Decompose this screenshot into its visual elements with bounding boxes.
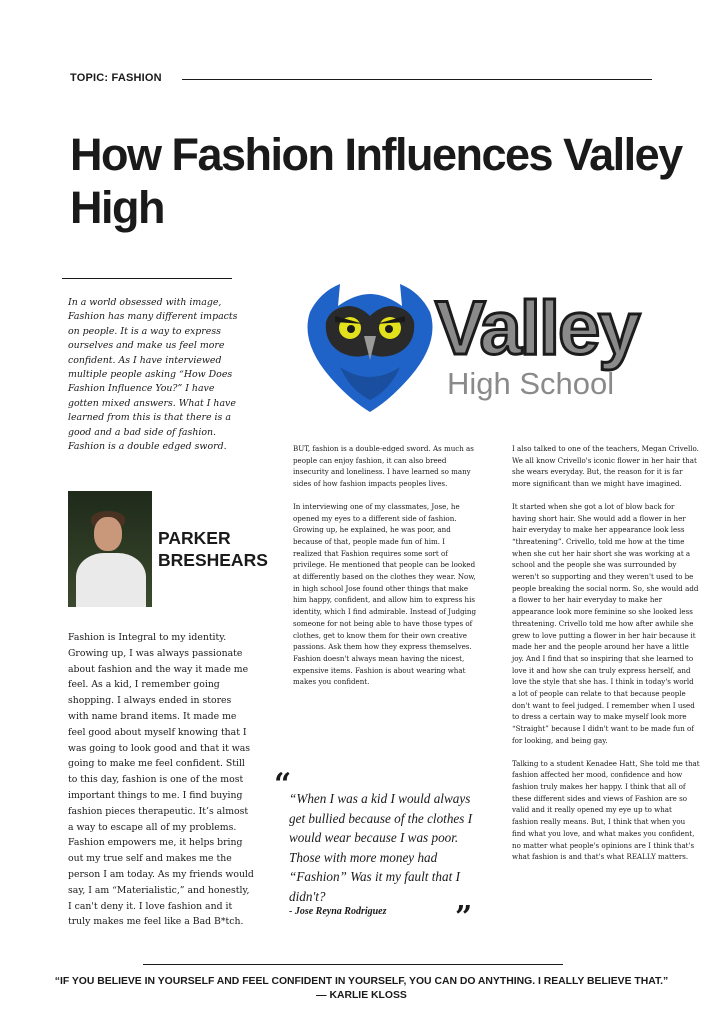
pull-quote-attribution: - Jose Reyna Rodriguez <box>289 906 387 917</box>
logo-word-high-school: High School <box>447 366 615 401</box>
column-2-paragraph: In interviewing one of my classmates, Jose, he opened my eyes to a different side of fashion. Growing up, he explained, he was poor, and because of that, people made fun of him. I realized that Fashion requires some sort of privilege. He mentioned that people can be looked at differently based on the clothes they wear. Now, in high school Jose found other things that make him happy, confident, and allow him to express his identity, which I find admirable. Instead of Judging someone for not being able to have those types of clothes, get to know them for their own creative passions. Ask them how they express themselves. Fashion doesn't always mean having the nicest, expensive items. Fashion is about wearing what makes you confident. <box>293 501 476 687</box>
author-name: PARKER BRESHEARS <box>158 528 268 570</box>
column-1-text: Fashion is Integral to my identity. Growing up, I was always passionate about fashion and the way it made me feel. As a kid, I remember going shopping. I always ended in stores with name brand items. It made me feel good about myself knowing that I was going to look good and that it was going to make me feel confident. Still to this day, fashion is one of the most important things to me. I find buying fashion pieces therapeutic. It’s almost a way to escape all of my problems. Fashion empowers me, it helps bring out my true self and makes me the person I am today. As my friends would say, I am “Materialistic,” and honestly, I can't deny it. I love fashion and it truly makes me feel like a Bad B*tch. <box>68 632 254 928</box>
column-3-paragraph: Talking to a student Kenadee Hatt, She told me that fashion affected her mood, confidence and how fashion truly makes her happy. I think that all of these different sides and views of Fashion are so valid and it really opened my eye up to what fashion really means. But, I think that when you find what you love, and what makes you confident, no matter what people's opinions are I think that's what fashion is and that's what REALLY matters. <box>512 758 700 862</box>
headline: How Fashion Influences Valley High <box>70 129 682 233</box>
topic-label: TOPIC: FASHION <box>70 72 162 84</box>
owl-icon <box>308 284 433 412</box>
footer-attribution: — KARLIE KLOSS <box>316 990 407 1001</box>
quote-open-icon: “ <box>274 767 292 802</box>
footer-divider <box>143 964 563 965</box>
column-3-paragraph: It started when she got a lot of blow back for having short hair. She would add a flower in her hair everyday to make her appearance look less “threatening”. Crivello, told me how at the time when she cut her hair short she was working at a school and the people she was surrounded by weren't so supporting and they weren't used to be people breaking the social norm. So, she would add a flower to her hair everyday to make her appearance look more feminine so she looked less threatening. Crivello told me how after awhile she grew to love putting a flower in her hair because it made her and the people around her have a little joy. And I find that so inspiring that she learned to love it and how she can truly express herself, and love the style that she has. I think in today's world a lot of people can relate to that because people don't want to feel judged. I remember when I used to dress a certain way to make myself look more “Straight” because I didn't want to be made fun of for looking, and being gay. <box>512 501 699 745</box>
column-3-paragraph: I also talked to one of the teachers, Megan Crivello. We all know Crivello's iconic flower in her hair that she wears everyday. But, the reason for it is far more significant than we might have imagined. <box>512 444 699 489</box>
column-2 <box>293 443 476 699</box>
quote-close-icon: ” <box>455 900 473 935</box>
column-3 <box>512 443 700 874</box>
logo-word-valley: Valley <box>435 286 639 371</box>
column-2-paragraph: BUT, fashion is a double-edged sword. As much as people can enjoy fashion, it can also breed insecurity and loneliness. I have learned so many sides of how fashion impacts peoples lives. <box>293 444 474 489</box>
footer-quote: “IF YOU BELIEVE IN YOURSELF AND FEEL CONFIDENT IN YOURSELF, YOU CAN DO ANYTHING. I REALLY BELIEVE THAT.” <box>54 976 669 987</box>
pull-quote-text: “When I was a kid I would always get bullied because of the clothes I would wear because I was poor. Those with more money had “Fashion” Was it my fault that I didn't? <box>289 791 473 904</box>
valley-high-school-logo <box>300 272 700 412</box>
topic-divider <box>182 79 652 80</box>
author-photo <box>68 491 152 607</box>
intro-text: In a world obsessed with image, Fashion has many different impacts on people. It is a way to express ourselves and make us feel more confident. As I have interviewed multiple people asking “How Does Fashion Influence You?” I have gotten mixed answers. What I have learned from this is that there is a good and a bad side of fashion. Fashion is a double edged sword. <box>68 297 238 453</box>
intro-divider <box>62 278 232 279</box>
